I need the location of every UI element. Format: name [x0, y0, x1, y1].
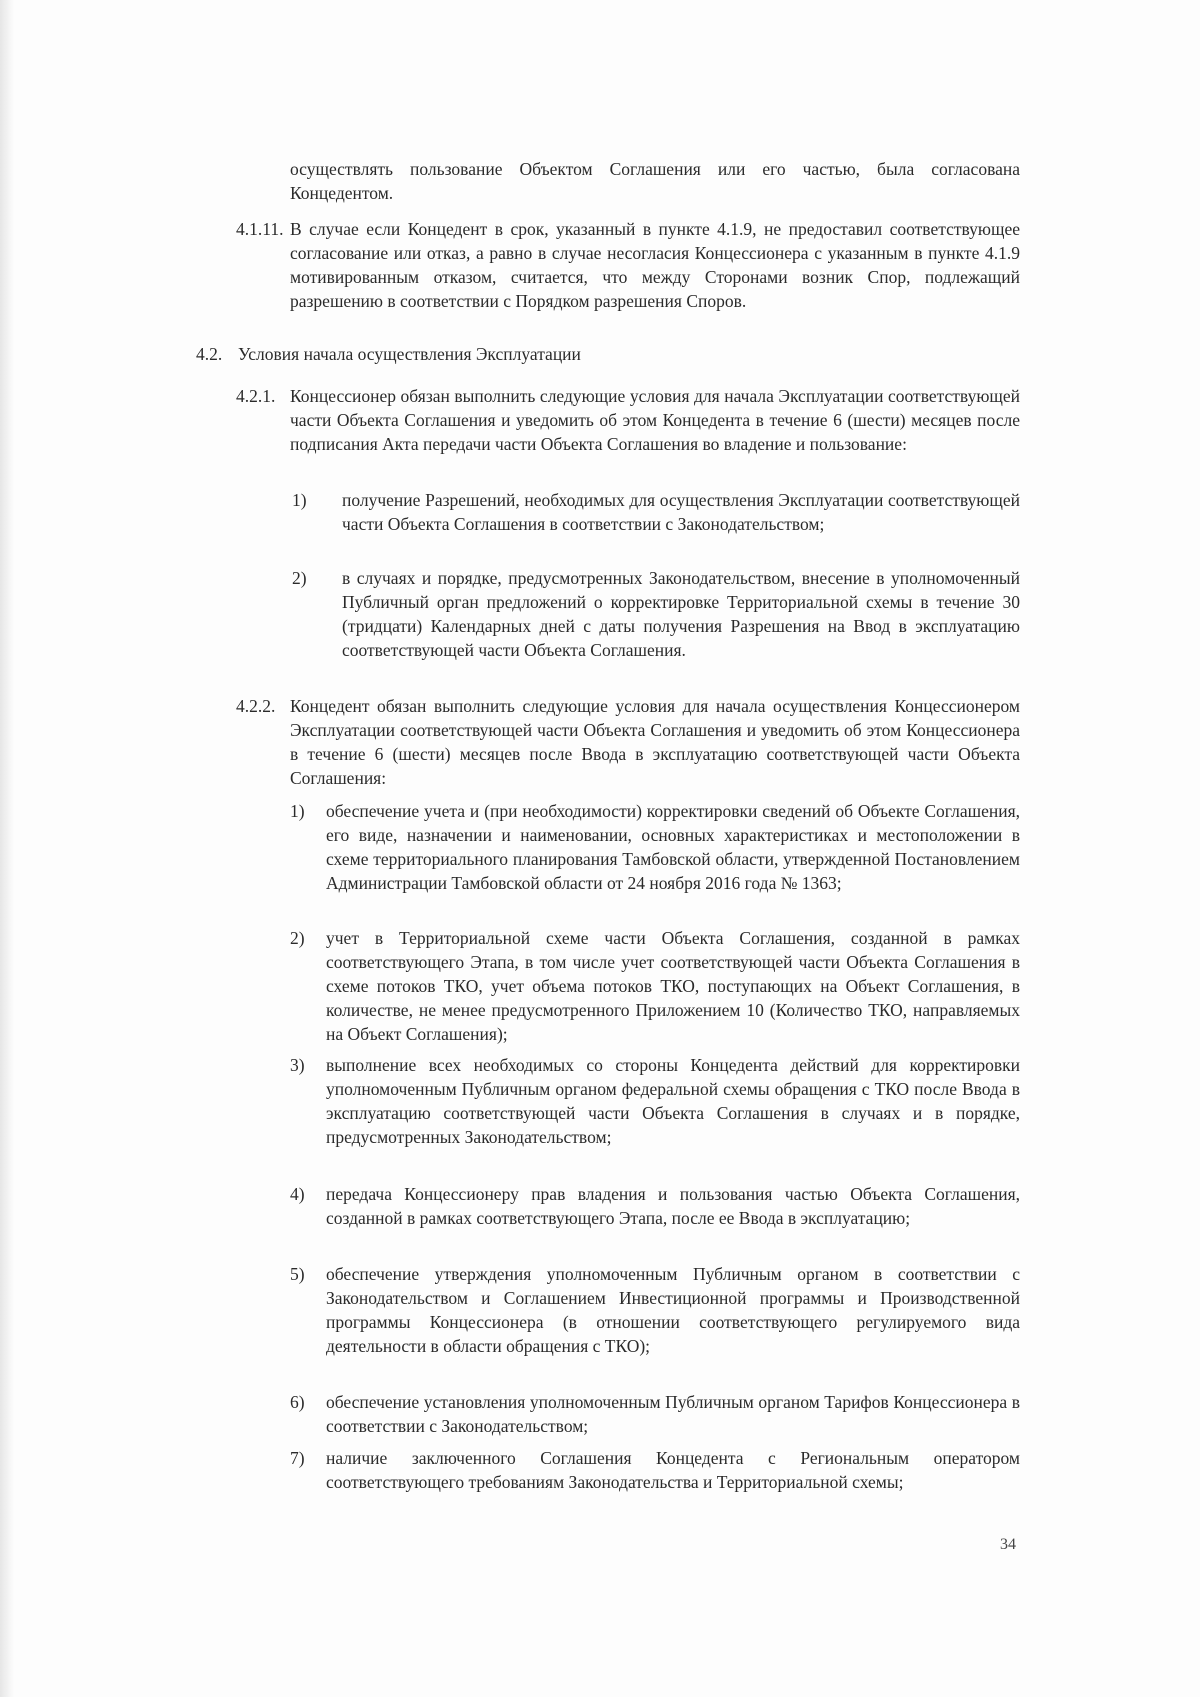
clause-4-2-1-item-2-number: 2) — [292, 568, 307, 588]
clause-4-2-2-intro: Концедент обязан выполнить следующие условия для начала осуществления Концессионером Эксплуатации соответствующей части Объекта Соглашения и уведомить об этом Концессионера в течение 6 (шести) месяцев после Ввода в эксплуатацию соответствующей части Объекта Соглашения: — [290, 696, 1020, 788]
clause-4-2-1-item-1-number: 1) — [292, 490, 307, 510]
clause-4-2-2-item-6-number: 6) — [290, 1392, 305, 1412]
clause-4-1-11-text: В случае если Концедент в срок, указанный в пункте 4.1.9, не предоставил соответствующее согласование или отказ, а равно в случае несогласия Концессионера с указанным в пункте 4.1.9 мотивированным отказом, считается, что между Сторонами возник Спор, подлежащий разрешению в соответствии с Порядком разрешения Споров. — [290, 219, 1020, 311]
clause-4-2-2-item-1-number: 1) — [290, 801, 305, 821]
clause-4-2-2-item-3-number: 3) — [290, 1055, 305, 1075]
section-4-2-title: Условия начала осуществления Эксплуатации — [238, 344, 581, 364]
clause-4-2-2-item-4-text: передача Концессионеру прав владения и пользования частью Объекта Соглашения, созданной в рамках соответствующего Этапа, после ее Ввода в эксплуатацию; — [326, 1184, 1020, 1228]
clause-4-2-1-item-2-text: в случаях и порядке, предусмотренных Законодательством, внесение в уполномоченный Публичный орган предложений о корректировке Территориальной схемы в течение 30 (тридцати) Календарных дней с даты получения Разрешения на Ввод в эксплуатацию соответствующей части Объекта Соглашения. — [342, 568, 1020, 660]
continuation-text: осуществлять пользование Объектом Соглашения или его частью, была согласована Концедентом. — [290, 159, 1020, 203]
clause-4-2-2-number: 4.2.2. — [236, 696, 276, 716]
page-number: 34 — [1000, 1536, 1016, 1553]
clause-4-1-11-number: 4.1.11. — [236, 219, 284, 239]
clause-4-2-2-item-5-text: обеспечение утверждения уполномоченным Публичным органом в соответствии с Законодательством и Соглашением Инвестиционной программы и Производственной программы Концессионера (в отношении соответствующего регулируемого вида деятельности в области обращения с ТКО); — [326, 1264, 1020, 1356]
clause-4-2-2-item-5-number: 5) — [290, 1264, 305, 1284]
clause-4-2-2-item-6-text: обеспечение установления уполномоченным Публичным органом Тарифов Концессионера в соответствии с Законодательством; — [326, 1392, 1020, 1436]
clause-4-2-1-number: 4.2.1. — [236, 386, 276, 406]
clause-4-2-2-item-4-number: 4) — [290, 1184, 305, 1204]
clause-4-2-2-item-1-text: обеспечение учета и (при необходимости) корректировки сведений об Объекте Соглашения, его виде, назначении и наименовании, основных характеристиках и местоположении в схеме территориального планирования Тамбовской области, утвержденной Постановлением Администрации Тамбовской области от 24 ноября 2016 года № 1363; — [326, 801, 1020, 893]
scan-edge-shadow — [0, 0, 14, 1697]
clause-4-2-1-intro: Концессионер обязан выполнить следующие условия для начала Эксплуатации соответствующей части Объекта Соглашения и уведомить об этом Концедента в течение 6 (шести) месяцев после подписания Акта передачи части Объекта Соглашения во владение и пользование: — [290, 386, 1020, 454]
clause-4-2-2-item-7-number: 7) — [290, 1448, 305, 1468]
clause-4-2-2-item-3-text: выполнение всех необходимых со стороны Концедента действий для корректировки уполномоченным Публичным органом федеральной схемы обращения с ТКО после Ввода в эксплуатацию соответствующей части Объекта Соглашения в случаях и в порядке, предусмотренных Законодательством; — [326, 1055, 1020, 1147]
clause-4-2-1-item-1-text: получение Разрешений, необходимых для осуществления Эксплуатации соответствующей части Объекта Соглашения в соответствии с Законодательством; — [342, 490, 1020, 534]
clause-4-2-2-item-2-number: 2) — [290, 928, 305, 948]
clause-4-2-2-item-7-text: наличие заключенного Соглашения Концедента с Региональным оператором соответствующего требованиям Законодательства и Территориальной схемы; — [326, 1448, 1020, 1492]
clause-4-2-2-item-2-text: учет в Территориальной схеме части Объекта Соглашения, созданной в рамках соответствующего Этапа, в том числе учет соответствующей части Объекта Соглашения в схеме потоков ТКО, учет объема потоков ТКО, поступающих на Объект Соглашения, в количестве, не менее предусмотренного Приложением 10 (Количество ТКО, направляемых на Объект Соглашения); — [326, 928, 1020, 1044]
section-4-2-number: 4.2. — [196, 344, 223, 364]
